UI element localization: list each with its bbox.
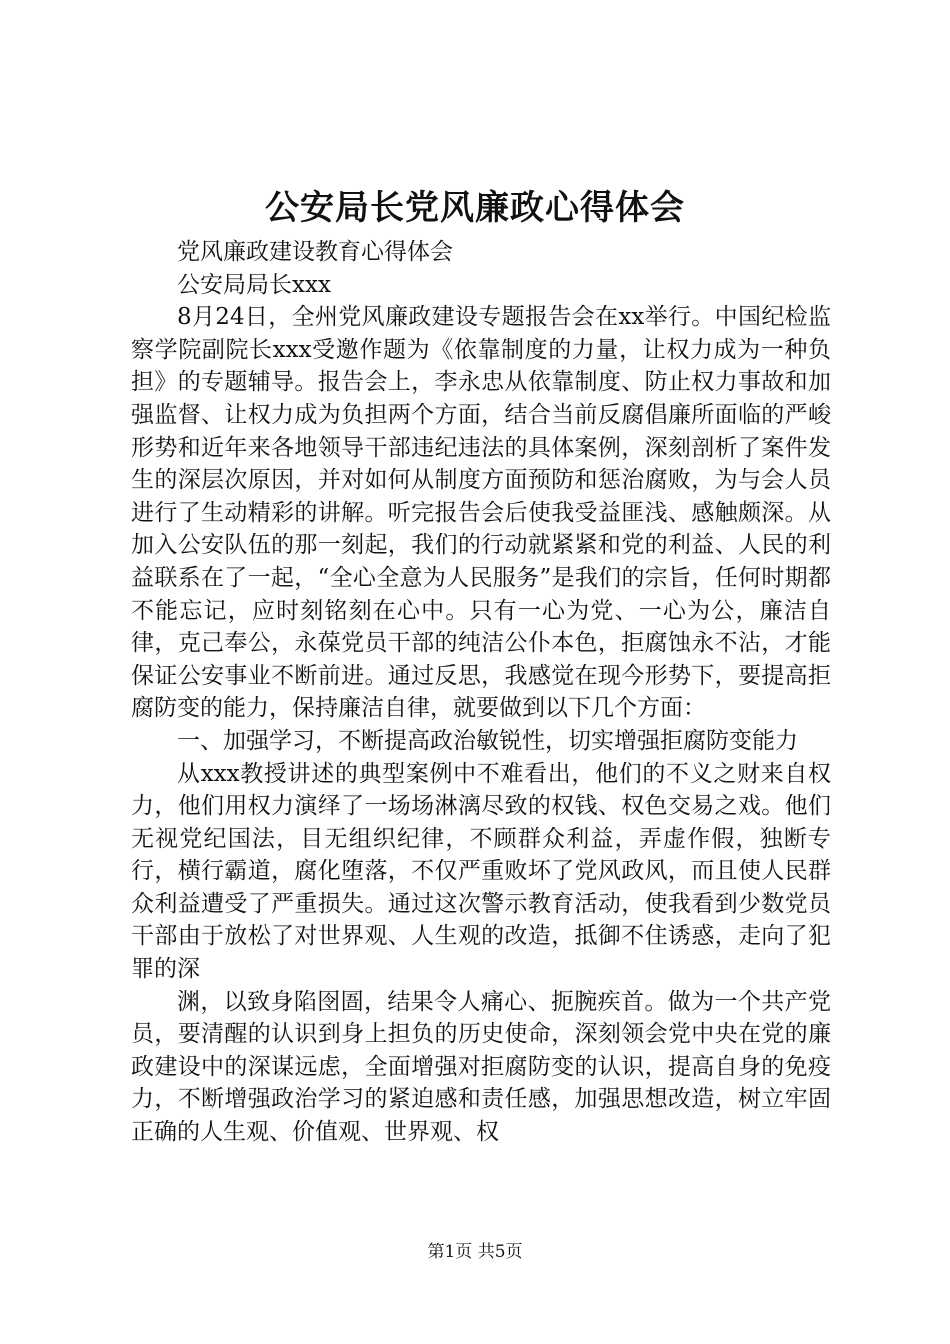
body-paragraph: 从xxx教授讲述的典型案例中不难看出，他们的不义之财来自权力，他们用权力演绎了一场场淋漓尽致的权钱、权色交易之戏。他们无视党纪国法，目无组织纪律，不顾群众利益，弄虚作假，独断专行，横行霸道，腐化堕落，不仅严重败坏了党风政风，而且使人民群众利益遭受了严重损失。通过这次警示教育活动，使我看到少数党员干部由于放松了对世界观、人生观的改造，抵御不住诱惑，走向了犯罪的深 bbox=[131, 760, 831, 983]
section-heading: 一、加强学习，不断提高政治敏锐性，切实增强拒腐防变能力 bbox=[177, 727, 798, 754]
subtitle-paragraph: 党风廉政建设教育心得体会 bbox=[177, 239, 453, 265]
author-paragraph: 公安局局长xxx bbox=[177, 271, 331, 298]
body-paragraph: 渊，以致身陷囹圄，结果令人痛心、扼腕疾首。做为一个共产党员，要清醒的认识到身上担负的历史使命，深刻领会党中央在党的廉政建设中的深谋远虑，全面增强对拒腐防变的认识，提高自身的免疫力，不断增强政治学习的紧迫感和责任感，加强思想改造，树立牢固正确的人生观、价值观、世界观、权 bbox=[131, 988, 831, 1146]
body-paragraph: 8月24日，全州党风廉政建设专题报告会在xx举行。中国纪检监察学院副院长xxx受邀作题为《依靠制度的力量，让权力成为一种负担》的专题辅导。报告会上，李永忠从依靠制度、防止权力事故和加强监督、让权力成为负担两个方面，结合当前反腐倡廉所面临的严峻形势和近年来各地领导干部违纪违法的具体案例，深刻剖析了案件发生的深层次原因，并对如何从制度方面预防和惩治腐败，为与会人员进行了生动精彩的讲解。听完报告会后使我受益匪浅、感触颇深。从加入公安队伍的那一刻起，我们的行动就紧紧和党的利益、人民的利益联系在了一起，“全心全意为人民服务”是我们的宗旨，任何时期都不能忘记，应时刻铭刻在心中。只有一心为党、一心为公，廉洁自律，克己奉公，永葆党员干部的纯洁公仆本色，拒腐蚀永不沾，才能保证公安事业不断前进。通过反思，我感觉在现今形势下，要提高拒腐防变的能力，保持廉洁自律，就要做到以下几个方面： bbox=[131, 304, 831, 722]
page-title: 公安局长党风廉政心得体会 bbox=[265, 188, 685, 228]
page-number: 第1页 共5页 bbox=[427, 1242, 523, 1262]
document-body bbox=[131, 236, 831, 1149]
